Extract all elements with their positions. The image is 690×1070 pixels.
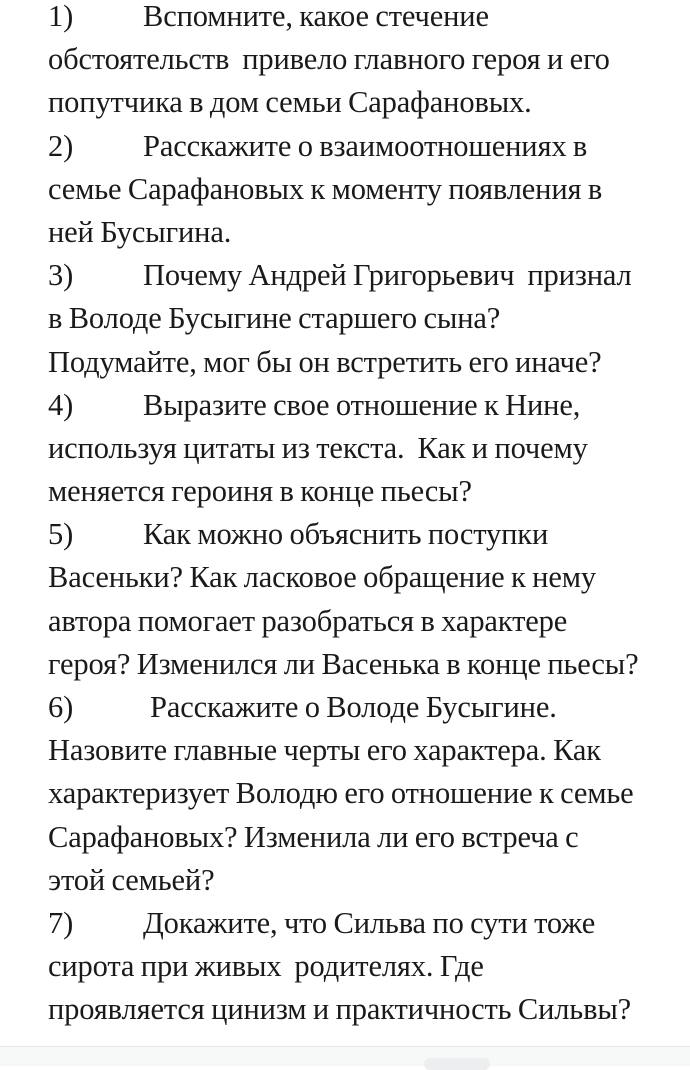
question-3-number: 3) bbox=[48, 258, 74, 293]
question-1-first-line bbox=[48, 0, 688, 38]
question-7-line-3: проявляется цинизм и практичность Сильвы? bbox=[48, 992, 632, 1027]
question-6-number: 6) bbox=[48, 690, 74, 724]
question-5-line-2: Васеньки? Как ласковое обращение к нему bbox=[48, 560, 596, 595]
bottom-strip bbox=[0, 1046, 690, 1066]
question-4-line-3: меняется героиня в конце пьесы? bbox=[48, 474, 472, 509]
question-3-line-1: Почему Андрей Григорьевич признал bbox=[143, 258, 632, 293]
question-7-first-line bbox=[48, 902, 688, 945]
bottom-pill-shape bbox=[424, 1058, 490, 1070]
question-5-line-3: автора помогает разобраться в характере bbox=[48, 603, 568, 638]
question-4-line-2: используя цитаты из текста. Как и почему bbox=[48, 430, 588, 465]
question-2-line-2: семье Сарафановых к моменту появления в bbox=[48, 171, 603, 206]
question-1-line-3: попутчика в дом семьи Сарафановых. bbox=[48, 85, 532, 120]
question-6-line-4: Сарафановых? Изменила ли его встреча с bbox=[48, 819, 579, 854]
question-2-line-1: Расскажите о взаимоотношениях в bbox=[143, 128, 588, 163]
question-2-line-3: ней Бусыгина. bbox=[48, 214, 232, 249]
question-6-line-5: этой семьей? bbox=[48, 862, 215, 897]
question-4-number: 4) bbox=[48, 387, 74, 422]
question-4-line-1: Выразите свое отношение к Нине, bbox=[143, 387, 581, 422]
question-3-first-line bbox=[48, 254, 688, 297]
question-5-line-4: героя? Изменился ли Васенька в конце пьесы? bbox=[48, 646, 639, 681]
question-3-line-2: в Володе Бусыгине старшего сына? bbox=[48, 301, 501, 336]
question-2-number: 2) bbox=[48, 128, 74, 163]
question-1-line-1: Вспомните, какое стечение bbox=[143, 0, 489, 33]
question-1-line-2: обстоятельств привело главного героя и его bbox=[48, 42, 610, 77]
question-4-first-line bbox=[48, 384, 688, 427]
question-1-number: 1) bbox=[48, 0, 74, 33]
question-6-line-3: характеризует Володю его отношение к семье bbox=[48, 776, 634, 811]
question-7-line-1: Докажите, что Сильва по сути тоже bbox=[143, 905, 596, 940]
question-list bbox=[48, 0, 688, 1032]
question-2-first-line bbox=[48, 125, 688, 168]
question-7-number: 7) bbox=[48, 905, 74, 940]
question-5-first-line bbox=[48, 513, 688, 556]
question-6-line-1: Расскажите о Володе Бусыгине. bbox=[150, 690, 557, 724]
question-3-line-3: Подумайте, мог бы он встретить его иначе? bbox=[48, 344, 602, 379]
question-6-line-2: Назовите главные черты его характера. Как bbox=[48, 733, 601, 768]
question-5-line-1: Как можно объяснить поступки bbox=[143, 517, 549, 552]
question-7-line-2: сирота при живых родителях. Где bbox=[48, 949, 484, 984]
question-5-number: 5) bbox=[48, 517, 74, 552]
question-6-first-line bbox=[48, 686, 688, 729]
